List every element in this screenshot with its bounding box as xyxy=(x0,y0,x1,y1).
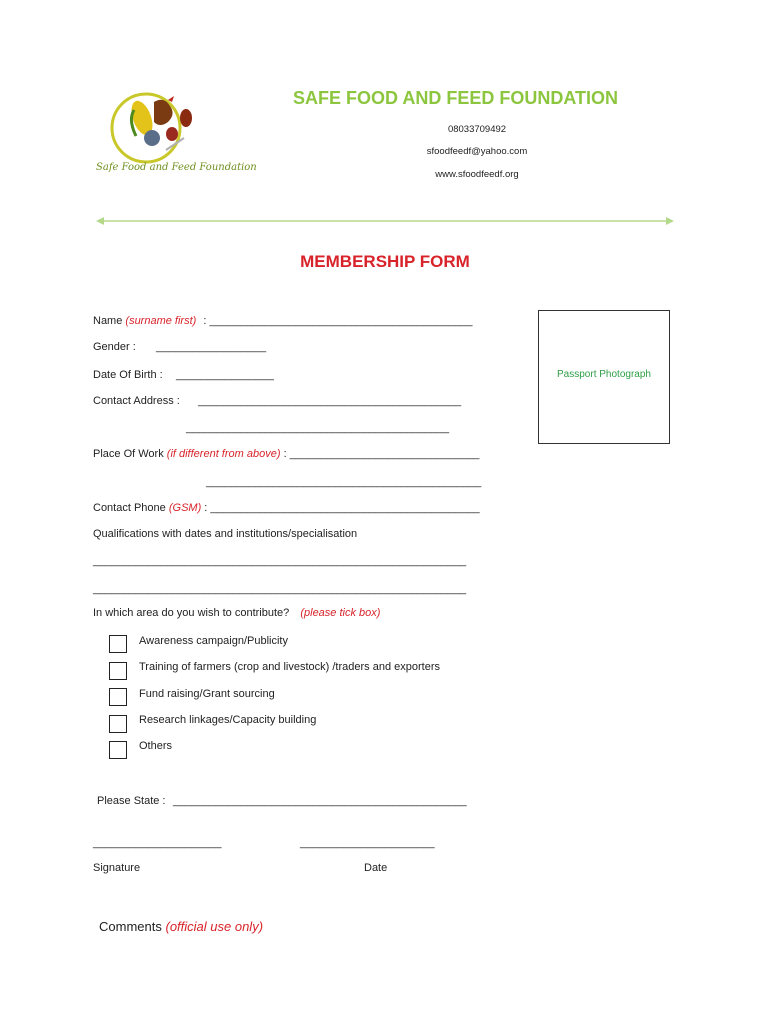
gender-field[interactable]: __________________ xyxy=(156,341,267,353)
option-fundraising-label: Fund raising/Grant sourcing xyxy=(139,688,275,700)
contact-phone: 08033709492 xyxy=(447,124,507,135)
address-field-2[interactable]: ___________________________________________ xyxy=(186,422,450,434)
organization-name: SAFE FOOD AND FEED FOUNDATION xyxy=(293,88,618,108)
phone-row xyxy=(93,502,480,514)
work-hint: (if different from above) xyxy=(166,448,281,460)
option-others-label: Others xyxy=(139,740,173,752)
signature-label: Signature xyxy=(93,862,141,874)
contribute-hint: (please tick box) xyxy=(300,607,381,619)
comments-row xyxy=(99,919,263,934)
phone-label: Contact Phone xyxy=(93,502,166,514)
work-field-2[interactable]: _____________________________________________ xyxy=(206,476,482,488)
date-label: Date xyxy=(364,862,388,874)
checkbox-others[interactable] xyxy=(109,741,127,759)
contact-email: sfoodfeedf@yahoo.com xyxy=(426,146,528,157)
qualifications-field-2[interactable]: _____________________________________________________________ xyxy=(93,583,467,595)
option-awareness-label: Awareness campaign/Publicity xyxy=(139,635,288,647)
contribute-question-row xyxy=(93,607,380,619)
dob-label: Date Of Birth : xyxy=(93,369,163,381)
form-title: MEMBERSHIP FORM xyxy=(300,252,470,271)
checkbox-training[interactable] xyxy=(109,662,127,680)
work-label: Place Of Work xyxy=(93,448,164,460)
please-state-field[interactable]: ________________________________________________ xyxy=(173,795,467,807)
name-row xyxy=(93,315,473,327)
name-field[interactable]: : ___________________________________________ xyxy=(203,315,473,327)
option-research-label: Research linkages/Capacity building xyxy=(139,714,317,726)
passport-photo-box[interactable] xyxy=(538,310,670,444)
header-divider xyxy=(96,216,674,226)
qualifications-label: Qualifications with dates and institutions/specialisation xyxy=(93,528,358,540)
checkbox-awareness[interactable] xyxy=(109,635,127,653)
address-field-1[interactable]: ___________________________________________ xyxy=(198,395,462,407)
please-state-label: Please State : xyxy=(97,795,166,807)
contact-website: www.sfoodfeedf.org xyxy=(435,169,519,180)
phone-field[interactable]: : ____________________________________________ xyxy=(204,502,480,514)
option-training-label: Training of farmers (crop and livestock) /traders and exporters xyxy=(139,661,440,673)
passport-photo-label: Passport Photograph xyxy=(557,369,651,380)
work-field[interactable]: : _______________________________ xyxy=(283,448,480,460)
logo-caption: Safe Food and Feed Foundation xyxy=(96,162,257,173)
name-hint: (surname first) xyxy=(125,315,197,327)
gender-label: Gender : xyxy=(93,341,136,353)
signature-field[interactable]: _____________________ xyxy=(93,837,222,849)
checkbox-fundraising[interactable] xyxy=(109,688,127,706)
work-row xyxy=(93,448,479,460)
phone-hint: (GSM) xyxy=(168,502,202,514)
date-field[interactable]: ______________________ xyxy=(300,837,435,849)
comments-label: Comments xyxy=(99,919,162,934)
comments-hint: (official use only) xyxy=(165,919,264,934)
dob-field[interactable]: ________________ xyxy=(176,369,274,381)
qualifications-field-1[interactable]: _____________________________________________________________ xyxy=(93,555,467,567)
address-label: Contact Address : xyxy=(93,395,180,407)
contribute-question: In which area do you wish to contribute? xyxy=(93,607,290,619)
checkbox-research[interactable] xyxy=(109,715,127,733)
name-label: Name xyxy=(93,315,123,327)
